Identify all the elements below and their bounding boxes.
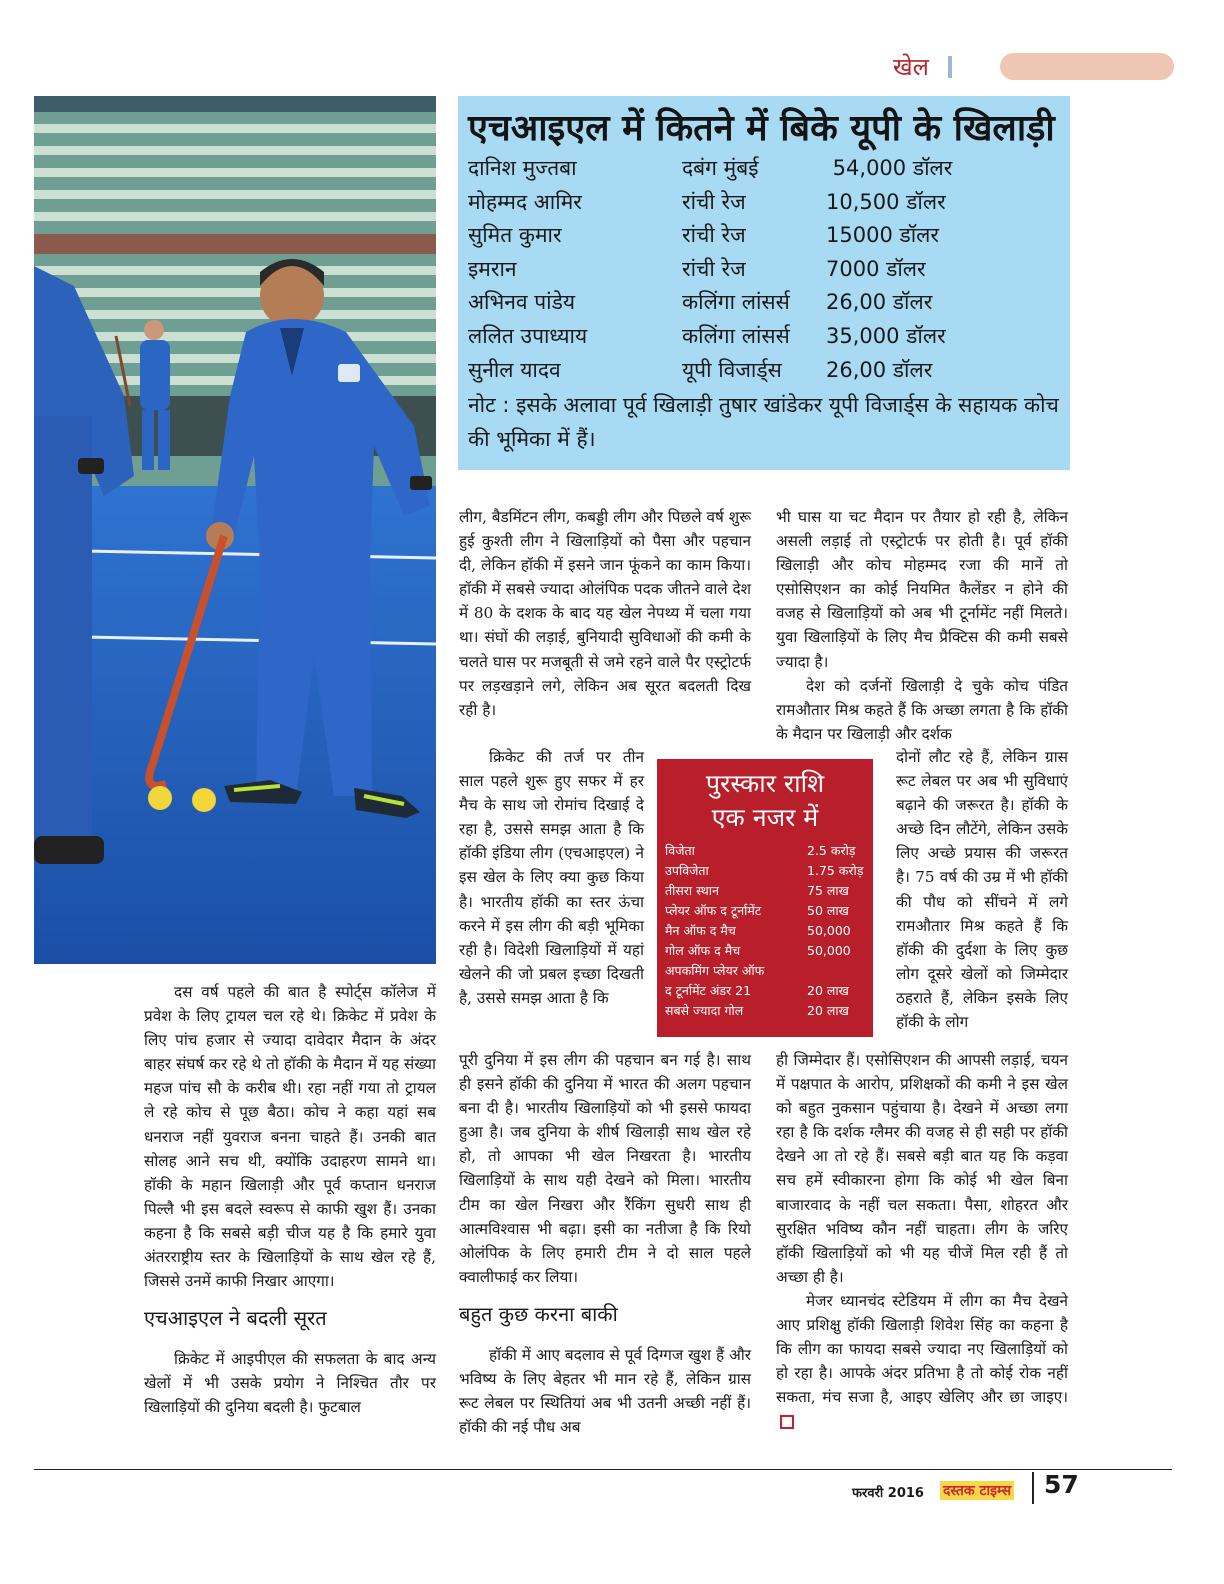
prize-row: [665, 981, 873, 1001]
prize-box-title: [657, 767, 873, 835]
prize-label: सबसे ज्यादा गोल: [665, 1003, 744, 1018]
player-name: सुमित कुमार: [468, 223, 562, 248]
article-subheading: एचआइएल ने बदली सूरत: [144, 1306, 327, 1331]
article-column-3-top: [776, 505, 1068, 746]
player-team: कलिंगा लांसर्स: [682, 290, 790, 315]
article-column-3-narrow: [896, 745, 1068, 1034]
player-team: रांची रेज: [682, 223, 746, 248]
article-paragraph: क्रिकेट में आइपीएल की सफलता के बाद अन्य खेलों में भी उसके प्रयोग ने निश्चित तौर पर खिलाड़ियों की दुनिया बदली है। फुटबाल: [144, 1350, 436, 1417]
prize-value: [807, 961, 867, 981]
prize-row: [665, 901, 873, 921]
prize-label: गोल ऑफ द मैच: [665, 943, 741, 958]
prize-value: 1.75 करोड़: [807, 863, 864, 878]
prize-label: द टूर्नामेंट अंडर 21: [665, 983, 752, 998]
footer-magazine-logo: दस्तक टाइम्स: [940, 1481, 1014, 1500]
prize-label: विजेता: [665, 843, 695, 858]
player-row: [468, 186, 1060, 220]
player-team: रांची रेज: [682, 256, 746, 281]
article-paragraph: हॉकी में आए बदलाव से पूर्व दिग्गज खुश हैं और भविष्य के लिए बेहतर भी मान रहे हैं, लेकिन ग्रास रूट लेबल पर स्थितियां अब भी उतनी अच्छी नहीं हैं। हॉकी की नई पौध अब: [459, 1345, 751, 1437]
article-column-2-narrow: [459, 745, 644, 1010]
section-pill-decoration: [1000, 53, 1174, 80]
player-team: कलिंगा लांसर्स: [682, 323, 790, 348]
prize-value: 50,000: [807, 923, 851, 938]
article-paragraph-text: मेजर ध्यानचंद स्टेडियम में लीग का मैच देखने आए प्रशिक्षु हॉकी खिलाड़ी शिवेश सिंह का कहना है कि लीग का फायदा सबसे ज्यादा नए खिलाड़ियों को हो रहा है। आपके अंदर प्रतिभा है तो कोई रोक नहीं सकता, मंच सजा है, आइए खेलिए और छा जाइए।: [776, 1291, 1068, 1407]
prize-row: [665, 881, 873, 901]
players-auction-box: [458, 96, 1070, 470]
prize-row: [665, 921, 873, 941]
prize-label: अपकमिंग प्लेयर ऑफ: [665, 963, 765, 978]
player-price: 26,00 डॉलर: [826, 357, 933, 382]
player-row: [468, 253, 1060, 287]
player-name: अभिनव पांडेय: [468, 290, 576, 315]
article-paragraph: क्रिकेट की तर्ज पर तीन साल पहले शुरू हुए सफर में हर मैच के साथ जो रोमांच दिखाई दे रहा है, उससे समझ आता है कि हॉकी इंडिया लीग (एचआइएल) ने इस खेल के लिए क्या कुछ किया है। भारतीय हॉकी का स्तर ऊंचा करने में इस लीग की बड़ी भूमिका रही है। विदेशी खिलाड़ियों में यहां खेलने की जो प्रबल इच्छा दिखती है, उससे समझ आता है कि: [459, 748, 644, 1007]
article-paragraph: दोनों लौट रहे हैं, लेकिन ग्रास रूट लेबल पर अब भी सुविधाएं बढ़ाने की जरूरत है। हॉकी के अच्छे दिन लौटेंगे, लेकिन उसके लिए अच्छे प्रयास की जरूरत है। 75 वर्ष की उम्र में भी हॉकी की पौध को सींचने में लगे रामऔतार मिश्र कहते हैं कि हॉकी की दुर्दशा के लिए कुछ लोग दूसरे खेलों को जिम्मेदार ठहराते हैं, लेकिन इसके लिए हॉकी के लोग: [896, 748, 1068, 1032]
article-column-2-bottom: [459, 1048, 751, 1439]
article-subheading: बहुत कुछ करना बाकी: [459, 1301, 618, 1326]
player-price: 10,500 डॉलर: [826, 189, 946, 214]
player-price: 54,000 डॉलर: [826, 156, 953, 180]
prize-row: [665, 861, 873, 881]
footer-rule: [34, 1469, 1172, 1470]
players-box-note: नोट : इसके अलावा पूर्व खिलाड़ी तुषार खांडेकर यूपी विजार्ड्स के सहायक कोच की भूमिका में हैं।: [468, 393, 1059, 451]
prize-title-line-2: एक नजर में: [711, 803, 819, 832]
prize-value: 75 लाख: [807, 883, 849, 898]
prize-row: [665, 1001, 873, 1021]
section-label: खेल: [893, 53, 929, 81]
prize-value: 50 लाख: [807, 903, 849, 918]
hockey-player-photo: [34, 96, 436, 964]
player-price: 35,000 डॉलर: [826, 323, 946, 348]
prize-label: प्लेयर ऑफ द टूर्नामेंट: [665, 903, 762, 918]
article-column-3-bottom: [776, 1048, 1068, 1434]
prize-list: [657, 841, 873, 1021]
player-team: दबंग मुंबई: [682, 156, 759, 180]
player-name: दानिश मुज्तबा: [468, 156, 577, 180]
article-column-1: [144, 980, 436, 1420]
footer-issue-month: फरवरी 2016: [852, 1486, 924, 1501]
player-price: 26,00 डॉलर: [826, 290, 933, 315]
player-team: रांची रेज: [682, 189, 746, 214]
prize-value: 20 लाख: [807, 983, 849, 998]
player-row: [468, 219, 1060, 253]
prize-row: [665, 961, 873, 981]
players-list: [468, 152, 1060, 387]
player-row: [468, 354, 1060, 388]
article-column-2-top: [459, 505, 751, 722]
player-row: [468, 320, 1060, 354]
player-price: 15000 डॉलर: [826, 223, 939, 248]
prize-row: [665, 941, 873, 961]
player-row: [468, 152, 1060, 186]
article-paragraph: देश को दर्जनों खिलाड़ी दे चुके कोच पंडित रामऔतार मिश्र कहते हैं कि अच्छा लगता है कि हॉकी के मैदान पर खिलाड़ी और दर्शक: [776, 676, 1068, 743]
player-name: सुनील यादव: [468, 357, 561, 382]
player-name: मोहम्मद आमिर: [468, 189, 582, 214]
prize-row: [665, 841, 873, 861]
player-row: [468, 286, 1060, 320]
hockey-photo-illustration: [34, 96, 436, 964]
prize-label: उपविजेता: [665, 863, 709, 878]
article-paragraph: पूरी दुनिया में इस लीग की पहचान बन गई है। साथ ही इसने हॉकी की दुनिया में भारत की अलग पहचान बना दी है। भारतीय खिलाड़ियों को भी इससे फायदा हुआ है। जब दुनिया के शीर्ष खिलाड़ी साथ खेल रहे हो, तो आपका भी खेल निखरता है। भारतीय खिलाड़ियों के साथ यही देखने को मिला। भारतीय टीम का खेल निखरा और रैंकिंग सुधरी साथ ही आत्मविश्वास भी बढ़ा। इसी का नतीजा है कि रियो ओलंपिक के लिए हमारी टीम ने दो साल पहले क्वालीफाई कर लिया।: [459, 1051, 751, 1286]
prize-money-box: [657, 759, 873, 1037]
prize-label: तीसरा स्थान: [665, 883, 719, 898]
player-price: 7000 डॉलर: [826, 256, 926, 281]
prize-title-line-1: पुरस्कार राशि: [705, 769, 825, 798]
article-paragraph: ही जिम्मेदार हैं। एसोसिएशन की आपसी लड़ाई, चयन में पक्षपात के आरोप, प्रशिक्षकों की कमी ने इस खेल को बहुत नुकसान पहुंचाया है। देखने में अच्छा लगा रहा है कि दर्शक ग्लैमर की वजह से ही सही पर हॉकी देखने आ तो रहे हैं। सबसे बड़ी बात यह कि कड़वा सच हमें स्वीकारना होगा कि कोई भी खेल बिना बाजारवाद के नहीं चल सकता। पैसा, शोहरत और सुरक्षित भविष्य कौन नहीं चाहता। लीग के जरिए हॉकी खिलाड़ियों को भी यह चीजें मिल रही हैं तो अच्छा ही है।: [776, 1051, 1068, 1286]
prize-value: 20 लाख: [807, 1003, 849, 1018]
section-divider: [948, 56, 952, 78]
article-paragraph: भी घास या चट मैदान पर तैयार हो रही है, लेकिन असली लड़ाई तो एस्ट्रोटर्फ पर होती है। पूर्व हॉकी खिलाड़ी और कोच मोहम्मद रजा की मानें तो एसोसिएशन का कोई नियमित कैलेंडर न होने की वजह से खिलाड़ियों को अब भी टूर्नामेंट नहीं मिलते। युवा खिलाड़ियों के लिए मैच प्रैक्टिस की कमी सबसे ज्यादा है।: [776, 508, 1068, 671]
end-mark-icon: [780, 1415, 794, 1429]
article-paragraph: दस वर्ष पहले की बात है स्पोर्ट्स कॉलेज में प्रवेश के लिए ट्रायल चल रहे थे। क्रिकेट में प्रवेश के लिए पांच हजार से ज्यादा दावेदार मैदान के अंदर बाहर संघर्ष कर रहे थे तो हॉकी के मैदान में यह संख्या महज पांच सौ के करीब थी। रहा नहीं गया तो ट्रायल ले रहे कोच से पूछ बैठा। कोच ने कहा यहां सब धनराज नहीं युवराज बनना चाहते हैं। उनकी बात सोलह आने सच थी, क्योंकि उदाहरण सामने था। हॉकी के महान खिलाड़ी और पूर्व कप्तान धनराज पिल्लै भी इस बदले स्वरूप से काफी खुश हैं। उनका कहना है कि सबसे बड़ी चीज यह है कि हमारे युवा अंतरराष्ट्रीय स्तर के खिलाड़ियों के साथ खेल रहे हैं, जिससे उनमें काफी निखार आएगा।: [144, 983, 436, 1291]
prize-label: मैन ऑफ द मैच: [665, 923, 736, 938]
footer-divider: [1032, 1472, 1034, 1504]
page-number: 57: [1044, 1470, 1079, 1499]
prize-value: 50,000: [807, 943, 851, 958]
player-team: यूपी विजार्ड्स: [682, 357, 782, 382]
players-box-title: एचआइएल में कितने में बिके यूपी के खिलाड़ी: [468, 108, 1055, 149]
prize-value: 2.5 करोड़: [807, 843, 856, 858]
player-name: ललित उपाध्याय: [468, 323, 588, 348]
player-name: इमरान: [468, 256, 517, 281]
article-paragraph: [776, 1289, 1068, 1434]
article-paragraph: लीग, बैडमिंटन लीग, कबड्डी लीग और पिछले वर्ष शुरू हुई कुश्ती लीग ने खिलाड़ियों को पैसा और पहचान दी, लेकिन हॉकी में इसने जान फूंकने का काम किया। हॉकी में सबसे ज्यादा ओलंपिक पदक जीतने वाले देश में 80 के दशक के बाद यह खेल नेपथ्य में चला गया था। संघों की लड़ाई, बुनियादी सुविधाओं की कमी के चलते घास पर मजबूती से जमे रहने वाले पैर एस्ट्रोटर्फ पर लड़खड़ाने लगे, लेकिन अब सूरत बदलती दिख रही है।: [459, 508, 751, 719]
